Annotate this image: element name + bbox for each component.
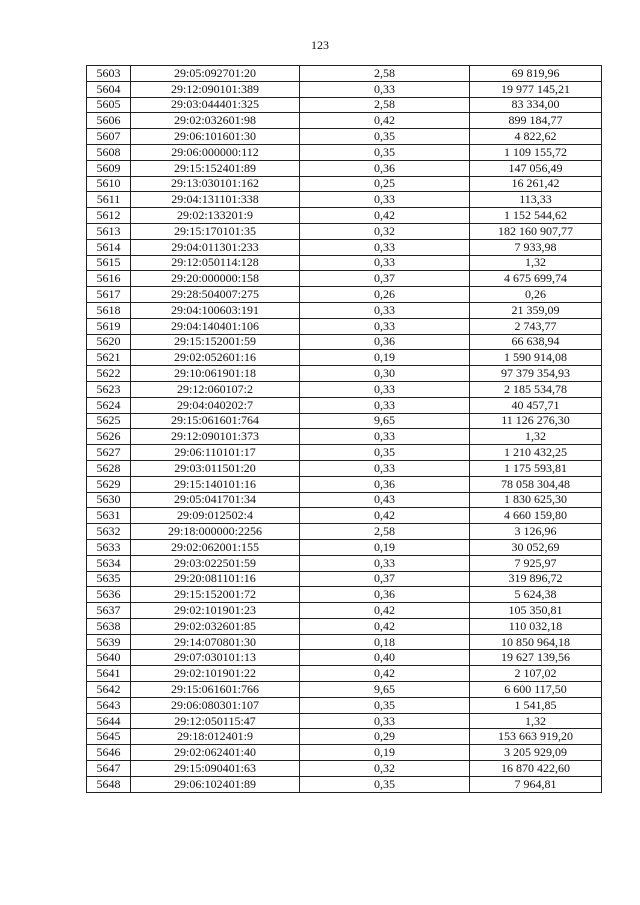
- rate-cell: 0,36: [300, 587, 470, 603]
- table-row: [87, 160, 602, 176]
- table-row: [87, 223, 602, 239]
- row-number-cell: 5610: [87, 176, 131, 192]
- table-row: [87, 729, 602, 745]
- row-number-cell: 5638: [87, 618, 131, 634]
- table-row: [87, 603, 602, 619]
- table-row: [87, 318, 602, 334]
- table-row: [87, 618, 602, 634]
- row-number-cell: 5641: [87, 666, 131, 682]
- row-number-cell: 5646: [87, 745, 131, 761]
- cadastral-number-cell: 29:02:062001:155: [131, 539, 300, 555]
- row-number-cell: 5608: [87, 144, 131, 160]
- amount-cell: 6 600 117,50: [470, 682, 602, 698]
- cadastral-number-cell: 29:18:000000:2256: [131, 524, 300, 540]
- rate-cell: 0,33: [300, 255, 470, 271]
- rate-cell: 2,58: [300, 66, 470, 82]
- table-row: [87, 587, 602, 603]
- amount-cell: 110 032,18: [470, 618, 602, 634]
- rate-cell: 0,42: [300, 508, 470, 524]
- amount-cell: 1 175 593,81: [470, 460, 602, 476]
- amount-cell: 97 379 354,93: [470, 366, 602, 382]
- rate-cell: 0,36: [300, 160, 470, 176]
- amount-cell: 113,33: [470, 192, 602, 208]
- table-row: [87, 271, 602, 287]
- cadastral-number-cell: 29:15:061601:764: [131, 413, 300, 429]
- amount-cell: 153 663 919,20: [470, 729, 602, 745]
- cadastral-number-cell: 29:02:133201:9: [131, 208, 300, 224]
- cadastral-number-cell: 29:04:140401:106: [131, 318, 300, 334]
- rate-cell: 0,25: [300, 176, 470, 192]
- row-number-cell: 5629: [87, 476, 131, 492]
- amount-cell: 16 870 422,60: [470, 761, 602, 777]
- amount-cell: 4 822,62: [470, 129, 602, 145]
- rate-cell: 0,33: [300, 192, 470, 208]
- row-number-cell: 5626: [87, 429, 131, 445]
- cadastral-number-cell: 29:03:022501:59: [131, 555, 300, 571]
- cadastral-number-cell: 29:28:504007:275: [131, 287, 300, 303]
- row-number-cell: 5647: [87, 761, 131, 777]
- amount-cell: 69 819,96: [470, 66, 602, 82]
- amount-cell: 2 107,02: [470, 666, 602, 682]
- table-row: [87, 508, 602, 524]
- cadastral-number-cell: 29:06:110101:17: [131, 445, 300, 461]
- cadastral-number-cell: 29:02:032601:98: [131, 113, 300, 129]
- row-number-cell: 5636: [87, 587, 131, 603]
- table-row: [87, 350, 602, 366]
- table-row: [87, 366, 602, 382]
- table-row: [87, 571, 602, 587]
- cadastral-number-cell: 29:15:140101:16: [131, 476, 300, 492]
- row-number-cell: 5618: [87, 302, 131, 318]
- rate-cell: 0,35: [300, 129, 470, 145]
- amount-cell: 7 933,98: [470, 239, 602, 255]
- cadastral-number-cell: 29:20:000000:158: [131, 271, 300, 287]
- amount-cell: 182 160 907,77: [470, 223, 602, 239]
- table-row: [87, 302, 602, 318]
- rate-cell: 0,37: [300, 271, 470, 287]
- rate-cell: 0,26: [300, 287, 470, 303]
- cadastral-number-cell: 29:09:012502:4: [131, 508, 300, 524]
- amount-cell: 83 334,00: [470, 97, 602, 113]
- table-row: [87, 192, 602, 208]
- rate-cell: 0,29: [300, 729, 470, 745]
- rate-cell: 0,42: [300, 666, 470, 682]
- row-number-cell: 5634: [87, 555, 131, 571]
- rate-cell: 0,42: [300, 113, 470, 129]
- cadastral-number-cell: 29:06:000000:112: [131, 144, 300, 160]
- amount-cell: 30 052,69: [470, 539, 602, 555]
- row-number-cell: 5623: [87, 381, 131, 397]
- amount-cell: 3 205 929,09: [470, 745, 602, 761]
- rate-cell: 0,32: [300, 761, 470, 777]
- row-number-cell: 5603: [87, 66, 131, 82]
- rate-cell: 0,33: [300, 302, 470, 318]
- cadastral-number-cell: 29:12:090101:373: [131, 429, 300, 445]
- row-number-cell: 5614: [87, 239, 131, 255]
- amount-cell: 319 896,72: [470, 571, 602, 587]
- rate-cell: 0,33: [300, 318, 470, 334]
- table-row: [87, 381, 602, 397]
- cadastral-number-cell: 29:15:152001:59: [131, 334, 300, 350]
- table-row: [87, 460, 602, 476]
- data-table: [86, 65, 602, 793]
- amount-cell: 7 964,81: [470, 776, 602, 792]
- amount-cell: 1,32: [470, 429, 602, 445]
- row-number-cell: 5628: [87, 460, 131, 476]
- amount-cell: 105 350,81: [470, 603, 602, 619]
- row-number-cell: 5613: [87, 223, 131, 239]
- rate-cell: 0,33: [300, 460, 470, 476]
- row-number-cell: 5604: [87, 81, 131, 97]
- cadastral-number-cell: 29:20:081101:16: [131, 571, 300, 587]
- table-row: [87, 650, 602, 666]
- amount-cell: 899 184,77: [470, 113, 602, 129]
- cadastral-number-cell: 29:03:011501:20: [131, 460, 300, 476]
- amount-cell: 2 185 534,78: [470, 381, 602, 397]
- row-number-cell: 5624: [87, 397, 131, 413]
- amount-cell: 78 058 304,48: [470, 476, 602, 492]
- rate-cell: 0,35: [300, 144, 470, 160]
- table-row: [87, 113, 602, 129]
- row-number-cell: 5637: [87, 603, 131, 619]
- row-number-cell: 5631: [87, 508, 131, 524]
- amount-cell: 1 590 914,08: [470, 350, 602, 366]
- rate-cell: 0,33: [300, 381, 470, 397]
- cadastral-number-cell: 29:02:062401:40: [131, 745, 300, 761]
- rate-cell: 2,58: [300, 97, 470, 113]
- amount-cell: 4 660 159,80: [470, 508, 602, 524]
- amount-cell: 11 126 276,30: [470, 413, 602, 429]
- rate-cell: 0,35: [300, 776, 470, 792]
- table-row: [87, 476, 602, 492]
- amount-cell: 1 210 432,25: [470, 445, 602, 461]
- rate-cell: 0,35: [300, 697, 470, 713]
- rate-cell: 9,65: [300, 413, 470, 429]
- row-number-cell: 5630: [87, 492, 131, 508]
- rate-cell: 0,42: [300, 208, 470, 224]
- cadastral-number-cell: 29:02:101901:22: [131, 666, 300, 682]
- table-row: [87, 66, 602, 82]
- table-row: [87, 81, 602, 97]
- rate-cell: 0,33: [300, 81, 470, 97]
- row-number-cell: 5648: [87, 776, 131, 792]
- table-row: [87, 239, 602, 255]
- amount-cell: 16 261,42: [470, 176, 602, 192]
- cadastral-number-cell: 29:02:032601:85: [131, 618, 300, 634]
- amount-cell: 19 627 139,56: [470, 650, 602, 666]
- rate-cell: 0,19: [300, 745, 470, 761]
- cadastral-number-cell: 29:05:041701:34: [131, 492, 300, 508]
- rate-cell: 0,19: [300, 539, 470, 555]
- amount-cell: 4 675 699,74: [470, 271, 602, 287]
- cadastral-number-cell: 29:04:040202:7: [131, 397, 300, 413]
- rate-cell: 0,42: [300, 618, 470, 634]
- amount-cell: 40 457,71: [470, 397, 602, 413]
- row-number-cell: 5643: [87, 697, 131, 713]
- row-number-cell: 5606: [87, 113, 131, 129]
- rate-cell: 0,33: [300, 555, 470, 571]
- cadastral-number-cell: 29:06:102401:89: [131, 776, 300, 792]
- row-number-cell: 5632: [87, 524, 131, 540]
- table-row: [87, 666, 602, 682]
- rate-cell: 0,33: [300, 429, 470, 445]
- amount-cell: 3 126,96: [470, 524, 602, 540]
- cadastral-number-cell: 29:07:030101:13: [131, 650, 300, 666]
- row-number-cell: 5617: [87, 287, 131, 303]
- amount-cell: 1 830 625,30: [470, 492, 602, 508]
- row-number-cell: 5627: [87, 445, 131, 461]
- amount-cell: 21 359,09: [470, 302, 602, 318]
- cadastral-number-cell: 29:04:100603:191: [131, 302, 300, 318]
- cadastral-number-cell: 29:15:090401:63: [131, 761, 300, 777]
- amount-cell: 147 056,49: [470, 160, 602, 176]
- row-number-cell: 5639: [87, 634, 131, 650]
- table-row: [87, 539, 602, 555]
- amount-cell: 7 925,97: [470, 555, 602, 571]
- row-number-cell: 5621: [87, 350, 131, 366]
- table-row: [87, 287, 602, 303]
- table-row: [87, 492, 602, 508]
- table-row: [87, 334, 602, 350]
- row-number-cell: 5619: [87, 318, 131, 334]
- row-number-cell: 5609: [87, 160, 131, 176]
- amount-cell: 2 743,77: [470, 318, 602, 334]
- amount-cell: 1,32: [470, 255, 602, 271]
- cadastral-number-cell: 29:05:092701:20: [131, 66, 300, 82]
- cadastral-number-cell: 29:18:012401:9: [131, 729, 300, 745]
- table-row: [87, 144, 602, 160]
- rate-cell: 0,32: [300, 223, 470, 239]
- amount-cell: 5 624,38: [470, 587, 602, 603]
- table-row: [87, 255, 602, 271]
- cadastral-number-cell: 29:12:090101:389: [131, 81, 300, 97]
- rate-cell: 0,37: [300, 571, 470, 587]
- cadastral-number-cell: 29:12:050115:47: [131, 713, 300, 729]
- cadastral-number-cell: 29:15:170101:35: [131, 223, 300, 239]
- rate-cell: 0,40: [300, 650, 470, 666]
- row-number-cell: 5616: [87, 271, 131, 287]
- table-row: [87, 745, 602, 761]
- rate-cell: 0,33: [300, 397, 470, 413]
- cadastral-number-cell: 29:04:131101:338: [131, 192, 300, 208]
- row-number-cell: 5644: [87, 713, 131, 729]
- cadastral-number-cell: 29:03:044401:325: [131, 97, 300, 113]
- table-row: [87, 713, 602, 729]
- amount-cell: 66 638,94: [470, 334, 602, 350]
- cadastral-number-cell: 29:04:011301:233: [131, 239, 300, 255]
- cadastral-number-cell: 29:12:060107:2: [131, 381, 300, 397]
- amount-cell: 10 850 964,18: [470, 634, 602, 650]
- row-number-cell: 5635: [87, 571, 131, 587]
- table-row: [87, 634, 602, 650]
- rate-cell: 0,35: [300, 445, 470, 461]
- table-row: [87, 413, 602, 429]
- table-row: [87, 176, 602, 192]
- cadastral-number-cell: 29:02:052601:16: [131, 350, 300, 366]
- table-row: [87, 97, 602, 113]
- row-number-cell: 5605: [87, 97, 131, 113]
- row-number-cell: 5620: [87, 334, 131, 350]
- amount-cell: 0,26: [470, 287, 602, 303]
- rate-cell: 0,36: [300, 476, 470, 492]
- table-body: [87, 66, 602, 793]
- table-row: [87, 776, 602, 792]
- cadastral-number-cell: 29:06:101601:30: [131, 129, 300, 145]
- table-row: [87, 555, 602, 571]
- cadastral-number-cell: 29:02:101901:23: [131, 603, 300, 619]
- cadastral-number-cell: 29:15:152001:72: [131, 587, 300, 603]
- table-row: [87, 682, 602, 698]
- table-row: [87, 208, 602, 224]
- amount-cell: 19 977 145,21: [470, 81, 602, 97]
- table-row: [87, 761, 602, 777]
- rate-cell: 0,36: [300, 334, 470, 350]
- rate-cell: 0,19: [300, 350, 470, 366]
- cadastral-number-cell: 29:10:061901:18: [131, 366, 300, 382]
- table-row: [87, 524, 602, 540]
- cadastral-number-cell: 29:06:080301:107: [131, 697, 300, 713]
- amount-cell: 1 152 544,62: [470, 208, 602, 224]
- rate-cell: 0,18: [300, 634, 470, 650]
- table-row: [87, 129, 602, 145]
- rate-cell: 0,33: [300, 713, 470, 729]
- rate-cell: 0,42: [300, 603, 470, 619]
- cadastral-number-cell: 29:12:050114:128: [131, 255, 300, 271]
- amount-cell: 1,32: [470, 713, 602, 729]
- table-row: [87, 429, 602, 445]
- table-row: [87, 397, 602, 413]
- row-number-cell: 5612: [87, 208, 131, 224]
- row-number-cell: 5622: [87, 366, 131, 382]
- amount-cell: 1 541,85: [470, 697, 602, 713]
- cadastral-number-cell: 29:15:152401:89: [131, 160, 300, 176]
- rate-cell: 9,65: [300, 682, 470, 698]
- row-number-cell: 5607: [87, 129, 131, 145]
- cadastral-number-cell: 29:15:061601:766: [131, 682, 300, 698]
- row-number-cell: 5645: [87, 729, 131, 745]
- rate-cell: 0,43: [300, 492, 470, 508]
- cadastral-number-cell: 29:14:070801:30: [131, 634, 300, 650]
- row-number-cell: 5611: [87, 192, 131, 208]
- rate-cell: 0,33: [300, 239, 470, 255]
- row-number-cell: 5625: [87, 413, 131, 429]
- cadastral-number-cell: 29:13:030101:162: [131, 176, 300, 192]
- row-number-cell: 5642: [87, 682, 131, 698]
- table-row: [87, 697, 602, 713]
- rate-cell: 2,58: [300, 524, 470, 540]
- table-row: [87, 445, 602, 461]
- row-number-cell: 5633: [87, 539, 131, 555]
- page-number: 123: [311, 38, 329, 52]
- row-number-cell: 5640: [87, 650, 131, 666]
- row-number-cell: 5615: [87, 255, 131, 271]
- rate-cell: 0,30: [300, 366, 470, 382]
- amount-cell: 1 109 155,72: [470, 144, 602, 160]
